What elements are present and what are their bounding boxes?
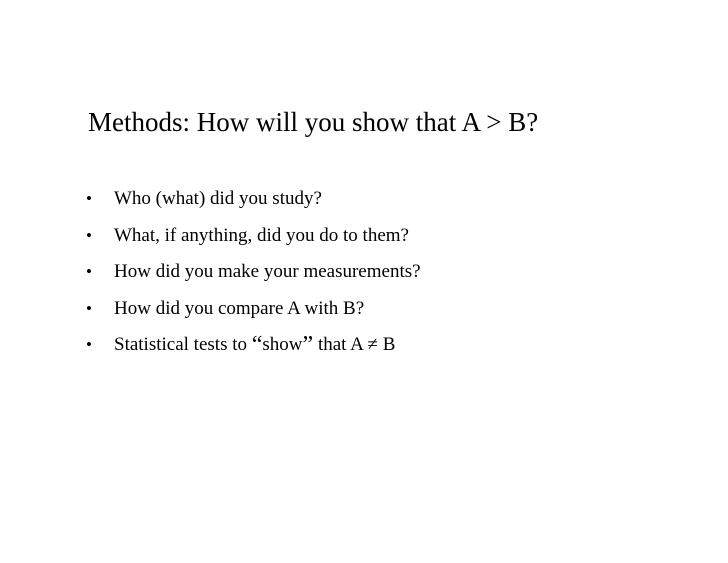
bullet-marker: • (86, 298, 92, 318)
bullet-text-before: Statistical tests to (114, 334, 252, 355)
bullet-marker: • (86, 262, 92, 281)
bullet-text: How did you make your measurements? (114, 261, 421, 282)
bullet-item (86, 259, 421, 296)
open-quote-mark: “ (251, 332, 263, 358)
bullet-text: How did you compare A with B? (114, 297, 365, 319)
quoted-word: show (262, 334, 303, 355)
bullet-list (86, 186, 421, 369)
bullet-item (86, 186, 421, 223)
bullet-item (86, 223, 421, 260)
bullet-marker: • (86, 189, 92, 208)
bullet-item (86, 332, 421, 369)
close-quote-mark: ” (302, 332, 314, 358)
bullet-marker: • (86, 335, 92, 354)
slide-title: Methods: How will you show that A > B? (88, 107, 539, 137)
bullet-item (86, 296, 421, 333)
bullet-text: Who (what) did you study? (114, 188, 322, 209)
bullet-text (114, 332, 395, 358)
bullet-marker: • (86, 225, 92, 245)
bullet-text: What, if anything, did you do to them? (114, 224, 409, 246)
bullet-text-after: that A ≠ B (313, 334, 396, 355)
